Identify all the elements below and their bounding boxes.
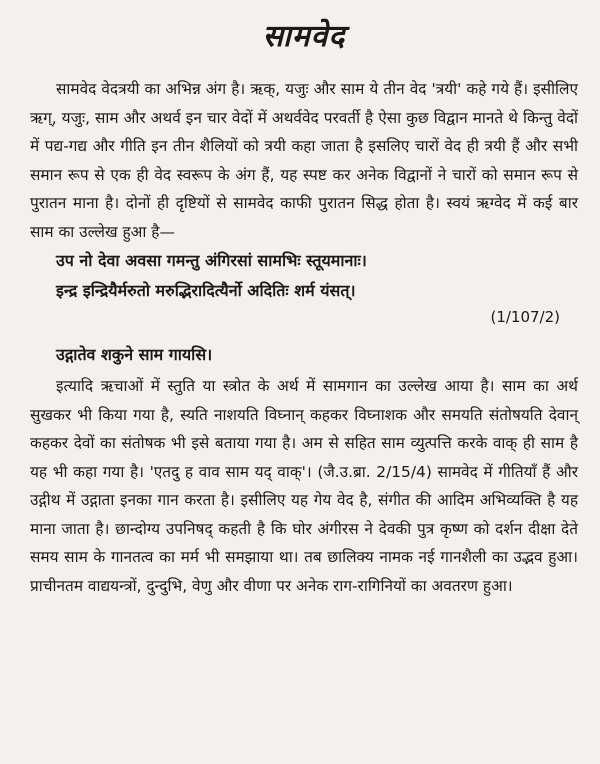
intro-paragraph: सामवेद वेदत्रयी का अभिन्न अंग है। ऋक्, यजुः और साम ये तीन वेद 'त्रयी' कहे गये हैं। इसीलिए ऋग्, यजुः, साम और अथर्व इन चार वेदों में अथर्ववेद परवर्ती है ऐसा कुछ विद्वान मानते थे किन्तु वेदों में पद्य-गद्य और गीति इन तीन शैलियों को त्रयी कहा जाता है इसलिए चारों वेद ही त्रयी हैं और सभी समान रूप से एक ही वेद स्वरूप के अंग हैं, यह स्पष्ट कर अनेक विद्वानों ने चारों को समान रूप से पुरातन माना है। दोनों ही दृष्टियों से सामवेद काफी पुरातन सिद्ध होता है। स्वयं ऋग्वेद में कई बार साम का उल्लेख हुआ है—: [30, 80, 578, 241]
verse-reference: (1/107/2): [490, 308, 560, 326]
verse-line-3: उद्गातेव शकुने साम गायसि।: [56, 345, 213, 364]
verse-line-1: उप नो देवा अवसा गमन्तु अंगिरसां सामभिः स्तूयमानाः।: [56, 251, 367, 270]
verse-line-2: इन्द्र इन्द्रियैर्मरुतो मरुद्भिरादित्यैर्नो अदितिः शर्म यंसत्।: [56, 281, 356, 300]
body-paragraph: इत्यादि ऋचाओं में स्तुति या स्त्रोत के अर्थ में सामगान का उल्लेख आया है। साम का अर्थ सुखकर भी किया गया है, स्यति नाशयति विघ्नान् कहकर विघ्नाशक और समयति संतोषयति देवान् कहकर देवों का संतोषक भी इसे बताया गया है। अम से सहित साम व्युत्पत्ति करके वाक् ही साम है यह भी कहा गया है। 'एतदु ह वाव साम यद् वाक्'। (जै.उ.ब्रा. 2/15/4) सामवेद में गीतियाँ हैं और उद्गीथ में उद्गाता इनका गान करता है। इसीलिए यह गेय वेद है, संगीत की आदिम अभिव्यक्ति है यह माना जाता है। छान्दोग्य उपनिषद् कहती है कि घोर अंगीरस ने देवकी पुत्र कृष्ण को दर्शन दीक्षा देते समय साम के गानतत्व का मर्म भी समझाया था। तब छालिक्य नामक नई गानशैली का उद्भव हुआ। प्राचीनतम वाद्ययन्त्रों, दुन्दुभि, वेणु और वीणा पर अनेक राग-रागिनियों का अवतरण हुआ।: [30, 377, 578, 595]
page-title: सामवेद: [262, 19, 346, 54]
